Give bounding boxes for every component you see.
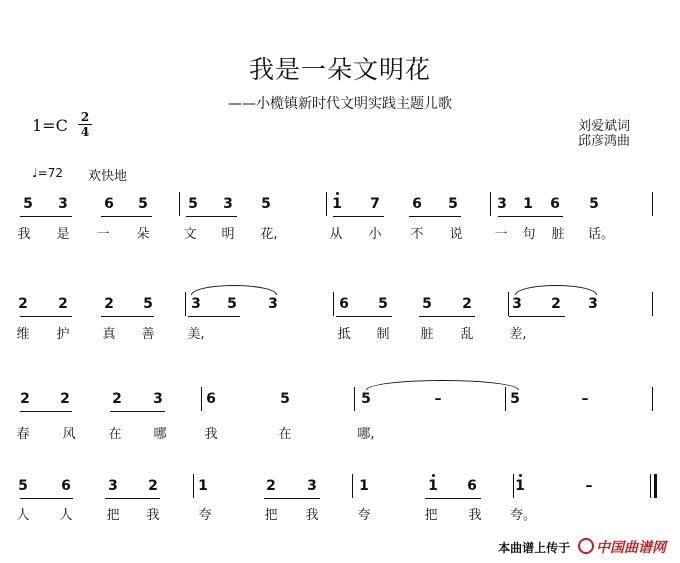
note: 5 xyxy=(143,296,153,312)
beam-underline xyxy=(409,216,461,217)
beam-underline xyxy=(419,316,475,317)
note: 3 xyxy=(191,296,201,312)
slur-arc xyxy=(515,285,597,295)
slur-arc xyxy=(366,380,519,390)
footer xyxy=(498,537,666,557)
lyric-syllable: 脏 xyxy=(551,227,565,242)
octave-dot xyxy=(336,192,339,195)
lyric-syllable: 文 xyxy=(183,227,197,242)
barline xyxy=(179,192,180,216)
note: 3 xyxy=(223,196,233,212)
lyric-syllable: 春 xyxy=(16,427,30,442)
barline xyxy=(326,192,327,216)
barline xyxy=(505,387,506,411)
lyric-syllable: 把 xyxy=(106,508,120,523)
note: 2 xyxy=(18,296,28,312)
note: 5 xyxy=(378,296,388,312)
lyric-syllable: 我 xyxy=(468,508,482,523)
beam-underline xyxy=(20,316,72,317)
lyric-syllable: 脏 xyxy=(420,327,434,342)
note: 1 xyxy=(515,478,525,494)
lyric-syllable: 明 xyxy=(221,227,235,242)
barline xyxy=(652,292,653,316)
time-signature-bottom: 4 xyxy=(80,125,90,139)
beam-underline xyxy=(20,216,72,217)
note: 2 xyxy=(104,296,114,312)
barline xyxy=(333,292,334,316)
note: 6 xyxy=(339,296,349,312)
beam-underline xyxy=(498,216,563,217)
upload-text: 本曲谱上传于 xyxy=(498,541,571,555)
lyric-syllable: 是 xyxy=(56,227,70,242)
lyric-syllable: 从 xyxy=(329,227,343,242)
beam-underline xyxy=(336,316,392,317)
barline xyxy=(652,192,653,216)
note: 7 xyxy=(370,196,380,212)
beam-underline xyxy=(101,216,152,217)
expression-marking: 欢快地 xyxy=(88,169,128,184)
lyric-syllable: 制 xyxy=(376,327,390,342)
song-title: 我是一朵文明花 xyxy=(248,55,431,84)
barline xyxy=(490,192,491,216)
barline xyxy=(193,474,194,498)
note: 5 xyxy=(589,196,599,212)
final-barline xyxy=(650,474,651,498)
note: 5 xyxy=(138,196,148,212)
note: 5 xyxy=(422,296,432,312)
lyric-syllable: 把 xyxy=(264,508,278,523)
barline xyxy=(352,474,353,498)
note: 6 xyxy=(412,196,422,212)
lyric-syllable: 花, xyxy=(260,227,278,242)
beam-underline xyxy=(188,316,240,317)
note: 5 xyxy=(227,296,237,312)
sustain-dash: – xyxy=(581,391,589,407)
lyric-syllable: 人 xyxy=(16,508,30,523)
lyric-syllable: 我 xyxy=(204,427,218,442)
beam-underline xyxy=(509,316,565,317)
note: 5 xyxy=(18,478,28,494)
note: 1 xyxy=(359,478,369,494)
note: 2 xyxy=(60,391,70,407)
key-signature: 1=C xyxy=(32,116,68,135)
beam-underline xyxy=(110,411,165,412)
credits xyxy=(578,119,630,149)
site-logo-icon xyxy=(578,538,594,554)
lyric-syllable: 乱 xyxy=(460,327,474,342)
lyric-syllable: 不 xyxy=(410,227,424,242)
beam-underline xyxy=(425,498,481,499)
lyric-syllable: 话。 xyxy=(588,227,615,242)
lyric-syllable: 在 xyxy=(108,427,122,442)
beam-underline xyxy=(333,216,384,217)
beam-underline xyxy=(20,498,73,499)
note: 6 xyxy=(104,196,114,212)
beam-underline xyxy=(20,411,72,412)
lyric-syllable: 在 xyxy=(278,427,292,442)
composer-credit: 邱彦鸿曲 xyxy=(577,134,630,149)
site-name[interactable]: 中国曲谱网 xyxy=(596,540,666,556)
note: 6 xyxy=(550,196,560,212)
barline xyxy=(354,387,355,411)
lyric-syllable: 哪 xyxy=(153,427,167,442)
note: 5 xyxy=(23,196,33,212)
lyricist-credit: 刘爱斌词 xyxy=(577,119,630,134)
barline xyxy=(513,474,514,498)
time-signature xyxy=(78,111,92,138)
barline xyxy=(508,292,509,316)
note: 6 xyxy=(206,391,216,407)
beam-underline xyxy=(264,498,320,499)
lyric-syllable: 夸 xyxy=(198,508,212,523)
final-barline-thick xyxy=(654,474,657,498)
sustain-dash: – xyxy=(434,391,442,407)
beam-underline xyxy=(101,316,154,317)
note: 2 xyxy=(148,478,158,494)
note: 3 xyxy=(512,296,522,312)
lyric-syllable: 风 xyxy=(62,427,76,442)
lyric-syllable: 真 xyxy=(102,327,116,342)
barline xyxy=(652,387,653,411)
note: 5 xyxy=(188,196,198,212)
note: 1 xyxy=(523,196,533,212)
note: 3 xyxy=(108,478,118,494)
note: 2 xyxy=(266,478,276,494)
tempo-marking: ♩=72 xyxy=(32,166,63,180)
lyric-syllable: 一 xyxy=(494,227,508,242)
lyric-syllable: 夸。 xyxy=(510,508,537,523)
time-signature-top: 2 xyxy=(80,110,90,124)
note: 2 xyxy=(112,391,122,407)
note: 5 xyxy=(448,196,458,212)
beam-underline xyxy=(186,216,237,217)
lyric-syllable: 一 xyxy=(96,227,110,242)
sustain-dash: – xyxy=(585,478,593,494)
note: 3 xyxy=(153,391,163,407)
note: 1 xyxy=(332,196,342,212)
note: 1 xyxy=(198,478,208,494)
note: 6 xyxy=(467,478,477,494)
note: 2 xyxy=(462,296,472,312)
note: 2 xyxy=(58,296,68,312)
note: 3 xyxy=(588,296,598,312)
song-subtitle: ——小榄镇新时代文明实践主题儿歌 xyxy=(228,96,452,112)
lyric-syllable: 护 xyxy=(56,327,70,342)
lyric-syllable: 抵 xyxy=(337,327,351,342)
note: 3 xyxy=(307,478,317,494)
barline xyxy=(201,387,202,411)
slur-arc xyxy=(191,285,277,295)
lyric-syllable: 人 xyxy=(59,508,73,523)
note: 6 xyxy=(61,478,71,494)
lyric-syllable: 善 xyxy=(141,327,155,342)
note: 2 xyxy=(20,391,30,407)
barline xyxy=(185,292,186,316)
lyric-syllable: 夸 xyxy=(357,508,371,523)
octave-dot xyxy=(432,474,435,477)
octave-dot xyxy=(519,474,522,477)
note: 3 xyxy=(268,296,278,312)
note: 5 xyxy=(361,391,371,407)
lyric-syllable: 差, xyxy=(509,327,527,342)
lyric-syllable: 朵 xyxy=(136,227,150,242)
lyric-syllable: 维 xyxy=(16,327,30,342)
lyric-syllable: 小 xyxy=(368,227,382,242)
lyric-syllable: 哪, xyxy=(357,427,375,442)
note: 5 xyxy=(261,196,271,212)
note: 5 xyxy=(510,391,520,407)
lyric-syllable: 美, xyxy=(187,327,205,342)
note: 3 xyxy=(497,196,507,212)
note: 3 xyxy=(58,196,68,212)
lyric-syllable: 我 xyxy=(305,508,319,523)
beam-underline xyxy=(105,498,160,499)
note: 2 xyxy=(551,296,561,312)
lyric-syllable: 说 xyxy=(449,227,463,242)
lyric-syllable: 把 xyxy=(424,508,438,523)
lyric-syllable: 句 xyxy=(522,227,536,242)
lyric-syllable: 我 xyxy=(17,227,31,242)
lyric-syllable: 我 xyxy=(146,508,160,523)
note: 1 xyxy=(428,478,438,494)
note: 5 xyxy=(280,391,290,407)
